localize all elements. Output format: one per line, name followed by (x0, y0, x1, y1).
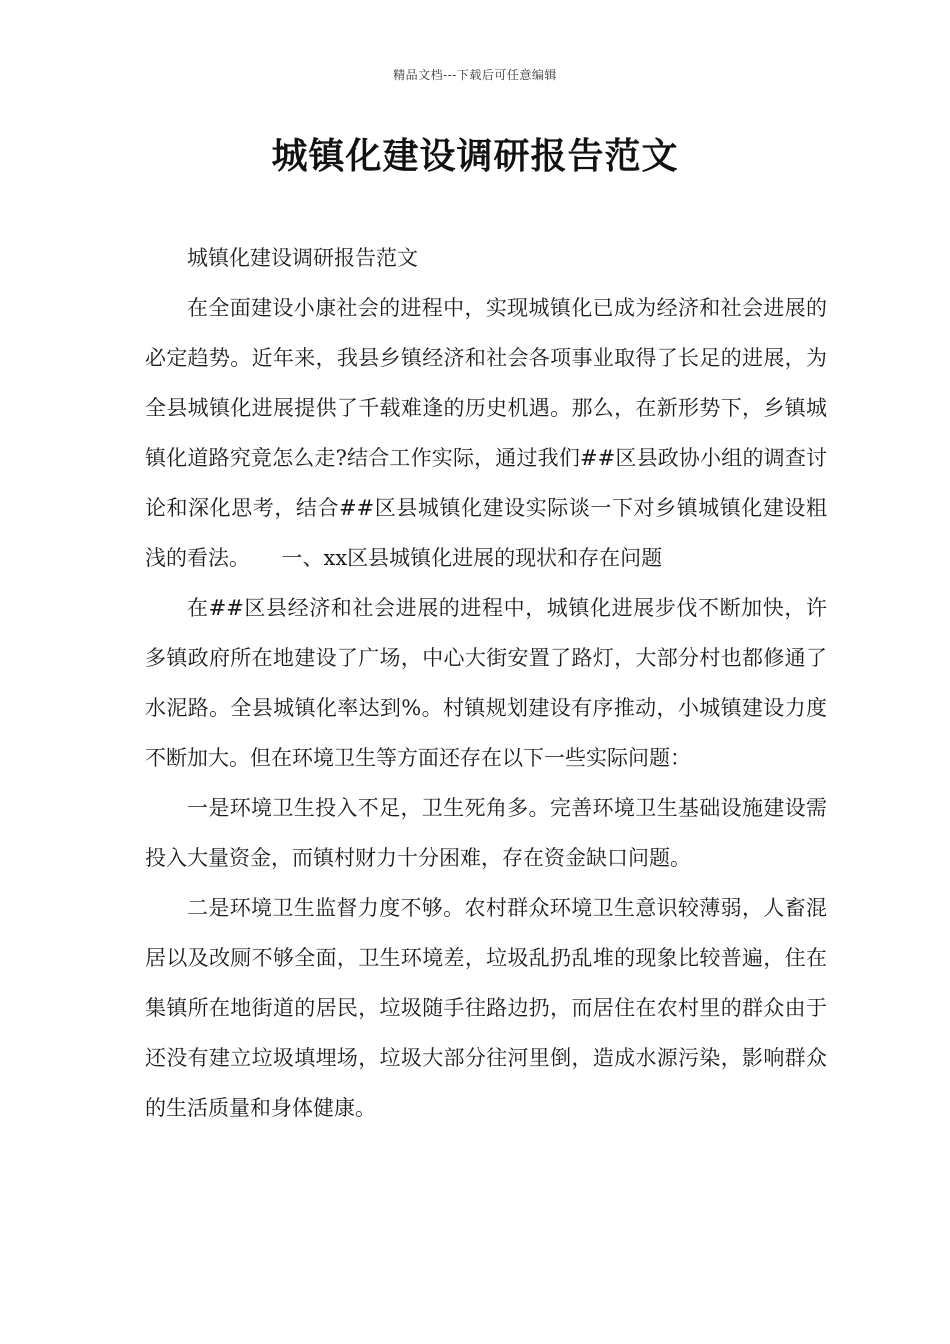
document-title: 城镇化建设调研报告范文 (271, 135, 679, 177)
paragraph-problem-two: 二是环境卫生监督力度不够。农村群众环境卫生意识较薄弱，人畜混居以及改厕不够全面，卫生环境差，垃圾乱扔乱堆的现象比较普遍，住在集镇所在地街道的居民，垃圾随手往路边扔，而居住在农村里的群众由于还没有建立垃圾填埋场，垃圾大部分往河里倒，造成水源污染，影响群众的生活质量和身体健康。 (145, 896, 827, 1120)
document-body (145, 233, 827, 1133)
paragraph-problem-one: 一是环境卫生投入不足，卫生死角多。完善环境卫生基础设施建设需投入大量资金，而镇村财力十分困难，存在资金缺口问题。 (145, 796, 827, 870)
paragraph-subtitle: 城镇化建设调研报告范文 (187, 246, 418, 270)
paragraph-intro: 在全面建设小康社会的进程中，实现城镇化已成为经济和社会进展的必定趋势。近年来，我县乡镇经济和社会各项事业取得了长足的进展，为全县城镇化进展提供了千载难逢的历史机遇。那么，在新形势下，乡镇城镇化道路究竟怎么走?结合工作实际，通过我们##区县政协小组的调查讨论和深化思考，结合##区县城镇化建设实际谈一下对乡镇城镇化建设粗浅的看法。 一、xx区县城镇化进展的现状和存在问题 (145, 296, 827, 570)
paragraph-status: 在##区县经济和社会进展的进程中，城镇化进展步伐不断加快，许多镇政府所在地建设了广场，中心大街安置了路灯，大部分村也都修通了水泥路。全县城镇化率达到%。村镇规划建设有序推动，小城镇建设力度不断加大。但在环境卫生等方面还存在以下一些实际问题： (145, 596, 827, 770)
header-note: 精品文档---下载后可任意编辑 (393, 68, 557, 82)
